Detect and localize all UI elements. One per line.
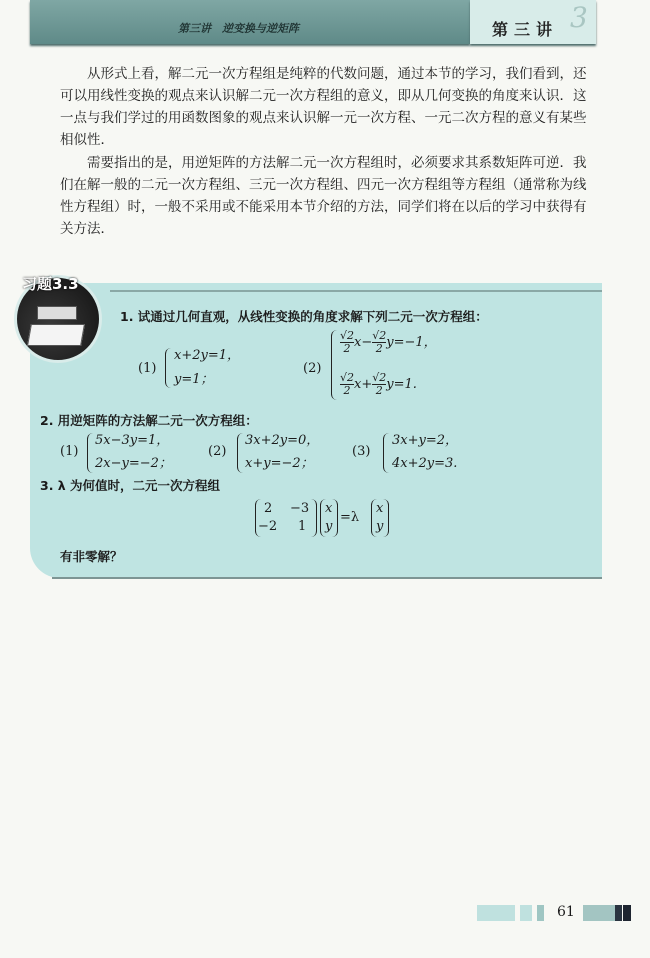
brace	[383, 433, 389, 473]
lecture-label: 第三讲	[492, 20, 559, 39]
q2-part-label: (2)	[208, 444, 227, 459]
vector-x: x	[325, 501, 333, 516]
lecture-number: 3	[570, 1, 588, 34]
footer-decoration	[537, 905, 544, 921]
lecture-tab	[470, 0, 596, 44]
footer-decoration	[623, 905, 631, 921]
question-3: 3. λ 为何值时，二元一次方程组	[40, 478, 221, 493]
q1-part2-label: (2)	[303, 361, 322, 376]
equation: 5x−3y=1，	[95, 433, 170, 448]
brace	[87, 433, 93, 473]
q2-part-label: (1)	[60, 444, 79, 459]
footer-decoration	[520, 905, 532, 921]
brace	[237, 433, 243, 473]
question-3-tail: 有非零解？	[60, 549, 123, 564]
footer-decoration	[477, 905, 515, 921]
equation: $\frac{√2}{2}$ x+ $\frac{√2}{2}$ y=1.	[340, 371, 417, 397]
exercise-badge-label: 习题3.3	[22, 275, 79, 293]
divider	[110, 290, 602, 292]
equation: x+2y=1，	[174, 348, 241, 363]
equals-lambda: =λ	[340, 510, 360, 525]
q2-part-label: (3)	[352, 444, 371, 459]
header-band	[30, 0, 470, 44]
paragraph-1: 从形式上看，解二元一次方程组是纯粹的代数问题，通过本节的学习，我们看到，还可以用线性变换的观点来认识解二元一次方程组的意义，即从几何变换的角度来认识．这一点与我们学过的用函数图象的观点来认识解一元一次方程、一元二次方程的意义有某些相似性．	[60, 66, 587, 148]
equation: 3x+2y=0，	[245, 433, 320, 448]
vector	[320, 499, 338, 537]
matrix-cell: 2	[264, 501, 273, 516]
divider	[52, 577, 602, 579]
vector-y: y	[376, 519, 384, 534]
question-1: 1. 试通过几何直观，从线性变换的角度求解下列二元一次方程组：	[120, 309, 488, 324]
matrix-cell: 1	[298, 519, 307, 534]
matrix-cell: −3	[290, 501, 310, 516]
vector	[371, 499, 389, 537]
matrix-cell: −2	[258, 519, 278, 534]
footer-decoration	[615, 905, 622, 921]
equation: y=1；	[174, 372, 214, 387]
brace	[165, 348, 171, 388]
footer-decoration	[583, 905, 615, 921]
question-2: 2. 用逆矩阵的方法解二元一次方程组：	[40, 413, 258, 428]
equation: x+y=−2；	[245, 456, 314, 471]
paragraph-2: 需要指出的是，用逆矩阵的方法解二元一次方程组时，必须要求其系数矩阵可逆．我们在解一般的二元一次方程组、三元一次方程组、四元一次方程组等方程组（通常称为线性方程组）时，一般不采用或不能采用本节介绍的方法，同学们将在以后的学习中获得有关方法．	[60, 155, 587, 237]
vector-x: x	[376, 501, 384, 516]
equation: $\frac{√2}{2}$ x− $\frac{√2}{2}$ y=−1，	[340, 329, 437, 355]
section-title: 第三讲 逆变换与逆矩阵	[178, 22, 299, 35]
coefficient-matrix	[255, 499, 317, 537]
brace	[331, 330, 337, 400]
q1-part1-label: (1)	[138, 361, 157, 376]
page-number: 61	[557, 904, 575, 920]
equation: 3x+y=2，	[392, 433, 459, 448]
equation: 4x+2y=3.	[392, 456, 458, 471]
equation: 2x−y=−2；	[95, 456, 172, 471]
vector-y: y	[325, 519, 333, 534]
